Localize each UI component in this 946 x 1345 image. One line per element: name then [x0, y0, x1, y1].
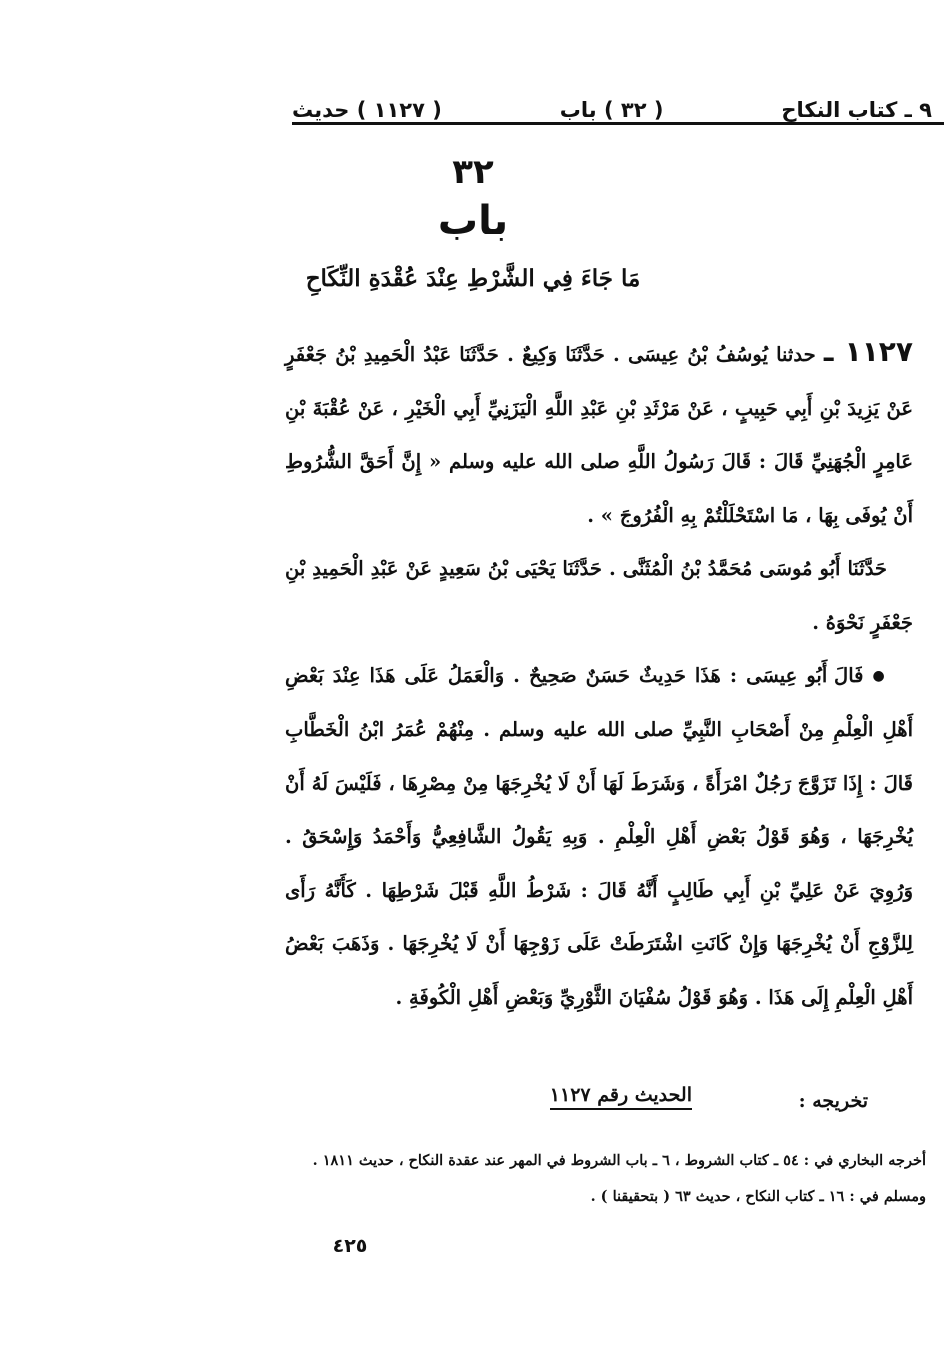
takhrij-label: تخريجه :: [798, 1090, 868, 1112]
footnotes: [278, 1143, 926, 1215]
hadith-paragraph: [285, 542, 913, 649]
commentary-text: فَالَ أَبُو عِيسَى : هَذَا حَدِيثٌ حَسَنٌ صَحِيحٌ . وَالْعَمَلُ عَلَى هَذَا عِنْدَ بَعْضِ أَهْلِ الْعِلْمِ مِنْ أَصْحَابِ النَّبِيِّ صلى الله عليه وسلم . مِنْهُمْ عُمَرُ ابْنُ الْخَطَّابِ قَالَ : إِذَا تَزَوَّجَ رَجُلٌ امْرَأَةً ، وَشَرَطَ لَهَا أَنْ لَا يُخْرِجَهَا مِنْ مِصْرِهَا ، فَلَيْسَ لَهُ أَنْ يُخْرِجَهَا ، وَهُوَ قَوْلُ بَعْضِ أَهْلِ الْعِلْمِ . وَبِهِ يَقُولُ الشَّافِعِيُّ وَأَحْمَدُ وَإِسْحَقُ . وَرُوِيَ عَنْ عَلِيِّ بْنِ أَبِي طَالِبٍ أَنَّهُ قَالَ : شَرْطُ اللَّهِ قَبْلَ شَرْطِهَا . كَأَنَّهُ رَأَى لِلزَّوْجِ أَنْ يُخْرِجَهَا وَإِنْ كَانَتِ اشْتَرَطَتْ عَلَى زَوْجِهَا أَنْ لَا يُخْرِجَهَا . وَذَهَبَ بَعْضُ أَهْلِ الْعِلْمِ إِلَى هَذَا . وَهُوَ قَوْلُ سُفْيَانَ الثَّوْرِيِّ وَبَعْضِ أَهْلِ الْكُوفَةِ .: [285, 664, 913, 1009]
commentary-paragraph: [285, 649, 913, 1024]
takhrij-line: [400, 1084, 868, 1126]
hadith-body: [285, 325, 913, 1024]
footnote-line: ومسلم في : ١٦ ـ كتاب النكاح ، حديث ٦٣ ( بتحقيقنا ) .: [590, 1188, 926, 1205]
hadith-number: ١١٢٧ ـ: [823, 335, 913, 368]
header-book-title: ٩ ـ كتاب النكاح: [781, 98, 932, 122]
chapter-number: ٣٢: [452, 152, 494, 192]
header-hadith-ref: ( ١١٢٧ ) حديث: [292, 98, 442, 122]
hadith-paragraph: [285, 325, 913, 542]
header-chapter: ( ٣٢ ) باب: [559, 98, 664, 122]
hadith-text: حدثنا يُوسُفُ بْنُ عِيسَى . حَدَّثَنَا وَكِيعٌ . حَدَّثَنَا عَبْدُ الْحَمِيدِ بْنُ جَعْفَرٍ عَنْ يَزِيدَ بْنِ أَبِي حَبِيبٍ ، عَنْ مَرْثَدِ بْنِ عَبْدِ اللَّهِ الْيَزَنِيِّ أَبِي الْخَيْرِ ، عَنْ عُقْبَةَ بْنِ عَامِرٍ الْجُهَنِيِّ قَالَ : قَالَ رَسُولُ اللَّهِ صلى الله عليه وسلم « إِنَّ أَحَقَّ الشُّرُوطِ أَنْ يُوفَى بِهَا ، مَا اسْتَحْلَلْتُمْ بِهِ الْفُرُوجَ » .: [285, 343, 913, 527]
footnote-line: أخرجه البخاري في : ٥٤ ـ كتاب الشروط ، ٦ ـ باب الشروط في المهر عند عقدة النكاح ، حديث ١٨١١ .: [312, 1152, 926, 1169]
takhrij-reference: الحديث رقم ١١٢٧: [550, 1084, 692, 1110]
running-header: [292, 78, 932, 122]
chapter-heading: باب: [437, 198, 509, 244]
header-rule: [292, 122, 944, 125]
page-number: ٤٢٥: [332, 1235, 368, 1257]
hadith-text: حَدَّثَنَا أَبُو مُوسَى مُحَمَّدُ بْنُ الْمُثَنَّى . حَدَّثَنَا يَحْيَى بْنُ سَعِيدٍ عَنْ عَبْدِ الْحَمِيدِ بْنِ جَعْفَرٍ نَحْوَهُ .: [285, 557, 913, 634]
bullet-icon: ●: [872, 667, 887, 684]
chapter-title: مَا جَاءَ فِي الشَّرْطِ عِنْدَ عُقْدَةِ النِّكَاحِ: [305, 265, 641, 292]
